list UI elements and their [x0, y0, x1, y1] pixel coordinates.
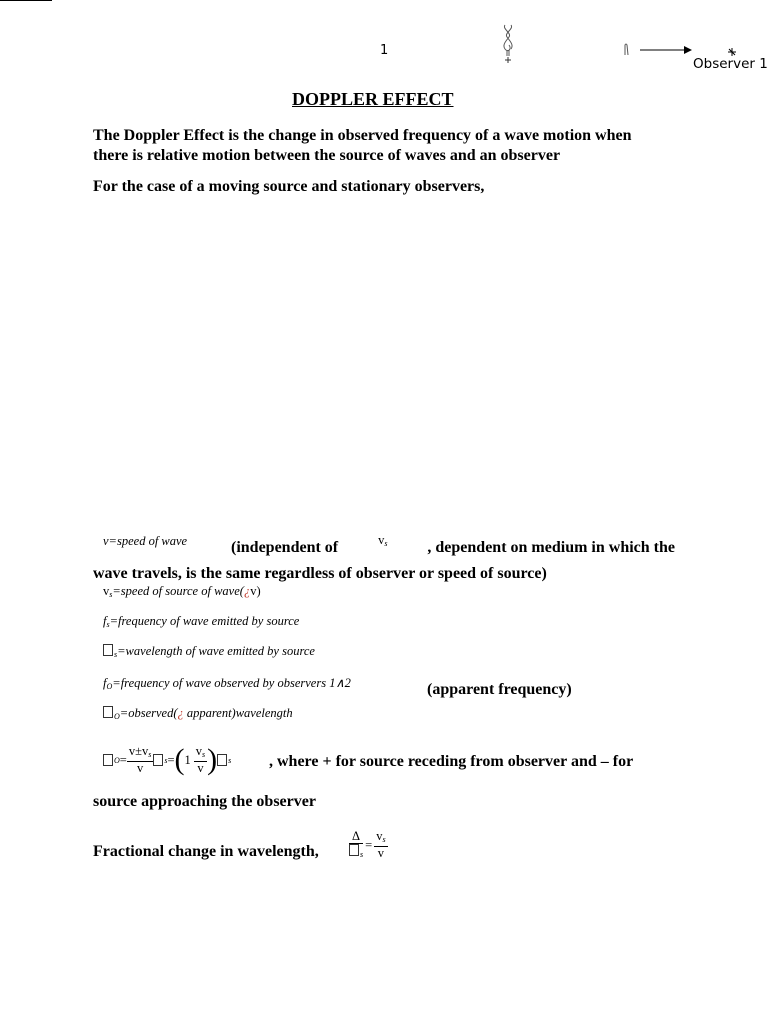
case-statement: For the case of a moving source and stationary observers, [93, 178, 485, 195]
source-mark-icon [622, 42, 632, 56]
lambda-placeholder-icon [217, 754, 227, 766]
page-title: DOPPLER EFFECT [292, 89, 454, 109]
fractional-label: Fractional change in wavelength, [93, 843, 319, 860]
intro-line-2: there is relative motion between the source of waves and an observer [93, 147, 561, 164]
lambda-placeholder-icon [103, 754, 113, 766]
corner-line [0, 0, 52, 1]
def-observed-wavelength: $_O$=observed(¿ apparent)wavelength [103, 706, 293, 721]
vs-symbol: $v_s$ [378, 533, 388, 548]
def-observed-frequency: $f_O=frequency$ of wave observed by observers 1∧2 [103, 676, 351, 691]
independent-part1: (independent of [231, 539, 339, 556]
lambda-placeholder-icon [103, 706, 113, 718]
fractional-formula: $\frac{\Delta}{_s}$ = $\frac{v_s}{v}$ [349, 828, 388, 862]
def-speed-of-wave: v=speed of wave [103, 534, 188, 548]
page-number: 1 [380, 43, 389, 58]
apparent-frequency: (apparent frequency) [427, 681, 572, 698]
independent-part2: , dependent on medium in which the [427, 539, 675, 556]
lambda-placeholder-icon [153, 754, 163, 766]
lambda-placeholder-icon [349, 844, 359, 856]
independent-text [231, 533, 675, 562]
independent-line-2: wave travels, is the same regardless of observer or speed of source) [93, 565, 547, 582]
def-source-speed: $v_s=speed$ of source of wave(¿v) [103, 584, 261, 599]
doppler-formula: O = $\frac{v\pm v_s}{v}$ s = ( 1 $\frac{v_s}{v}$ ) s [103, 738, 231, 782]
lambda-placeholder-icon [103, 644, 113, 656]
formula-where-text: , where + for source receding from observer and – for [269, 753, 634, 770]
def-source-frequency: $f_s=frequency$ of wave emitted by source [103, 614, 300, 629]
def-source-wavelength: $_s$=wavelength of wave emitted by source [103, 644, 315, 659]
motion-arrow-icon [638, 45, 694, 55]
intro-line-1: The Doppler Effect is the change in observed frequency of a wave motion when [93, 127, 632, 144]
observer-label: Observer 1 [693, 56, 768, 72]
wave-source-figure [498, 20, 520, 66]
formula-line-2: source approaching the observer [93, 793, 316, 810]
